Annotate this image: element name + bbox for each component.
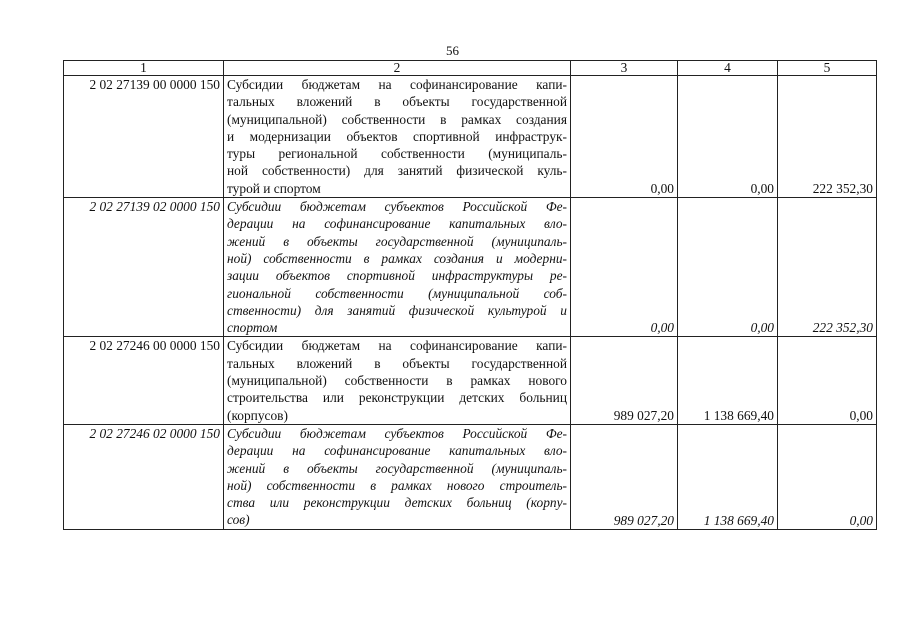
income-name-line: ственности) для занятий физической культурой и: [227, 302, 567, 318]
income-name-line: (корпусов): [227, 407, 288, 423]
amount-col4: 1 138 669,40: [678, 424, 778, 529]
column-header-1: 1: [64, 61, 224, 76]
income-name-line: дерации на софинансирование капитальных вло-: [227, 216, 567, 232]
amount-col4: 1 138 669,40: [678, 337, 778, 424]
income-name-line: Субсидии бюджетам на софинансирование капи-: [227, 77, 567, 92]
income-name-line: строительства или реконструкции детских больниц: [227, 390, 567, 406]
table-row: [64, 424, 877, 529]
amount-col5: 0,00: [778, 337, 877, 424]
income-name-line: (муниципальной) собственности в рамках создания: [227, 111, 567, 127]
column-number-header: [64, 61, 877, 76]
budget-code: 2 02 27139 02 0000 150: [64, 198, 224, 337]
income-name-line: зации объектов спортивной инфраструктуры ре-: [227, 268, 567, 284]
income-name-line: тальных вложений в объекты государственной: [227, 355, 567, 371]
amount-col4: 0,00: [678, 198, 778, 337]
budget-code: 2 02 27139 00 0000 150: [64, 76, 224, 198]
income-name-line: ной) собственности в рамках нового строитель-: [227, 477, 567, 493]
table-row: [64, 76, 877, 198]
column-header-3: 3: [571, 61, 678, 76]
income-name: [224, 198, 571, 337]
table-row: [64, 337, 877, 424]
income-name-line: ной собственности) для занятий физической куль-: [227, 163, 567, 179]
table-row: [64, 198, 877, 337]
income-name-line: и модернизации объектов спортивной инфраструк-: [227, 128, 567, 144]
income-name-line: ной) собственности в рамках создания и модерни-: [227, 250, 567, 266]
income-name: [224, 76, 571, 198]
column-header-2: 2: [224, 61, 571, 76]
income-name-line: гиональной собственности (муниципальной соб-: [227, 285, 567, 301]
income-name-line: тальных вложений в объекты государственной: [227, 94, 567, 110]
amount-col3: 0,00: [571, 76, 678, 198]
amount-col4: 0,00: [678, 76, 778, 198]
income-name: [224, 424, 571, 529]
amount-col3: 989 027,20: [571, 337, 678, 424]
income-name-line: (муниципальной) собственности в рамках нового: [227, 373, 567, 389]
income-name-line: Субсидии бюджетам субъектов Российской Фе-: [227, 425, 567, 441]
column-header-5: 5: [778, 61, 877, 76]
budget-table: [63, 60, 877, 530]
income-name-line: туры региональной собственности (муниципаль-: [227, 146, 567, 162]
amount-col3: 989 027,20: [571, 424, 678, 529]
income-name-line: жений в объекты государственной (муниципаль-: [227, 233, 567, 249]
amount-col5: 222 352,30: [778, 198, 877, 337]
income-name-line: турой и спортом: [227, 180, 321, 196]
amount-col3: 0,00: [571, 198, 678, 337]
income-name-line: ства или реконструкции детских больниц (корпу-: [227, 495, 567, 511]
income-name-line: дерации на софинансирование капитальных вло-: [227, 443, 567, 459]
income-name-line: Субсидии бюджетам на софинансирование капи-: [227, 338, 567, 354]
income-name-line: жений в объекты государственной (муниципаль-: [227, 460, 567, 476]
column-header-4: 4: [678, 61, 778, 76]
budget-code: 2 02 27246 02 0000 150: [64, 424, 224, 529]
income-name-line: Субсидии бюджетам субъектов Российской Фе-: [227, 199, 567, 215]
income-name-line: спортом: [227, 320, 278, 336]
amount-col5: 222 352,30: [778, 76, 877, 198]
budget-code: 2 02 27246 00 0000 150: [64, 337, 224, 424]
amount-col5: 0,00: [778, 424, 877, 529]
income-name-line: сов): [227, 512, 250, 528]
page-number: 56: [446, 43, 459, 58]
income-name: [224, 337, 571, 424]
